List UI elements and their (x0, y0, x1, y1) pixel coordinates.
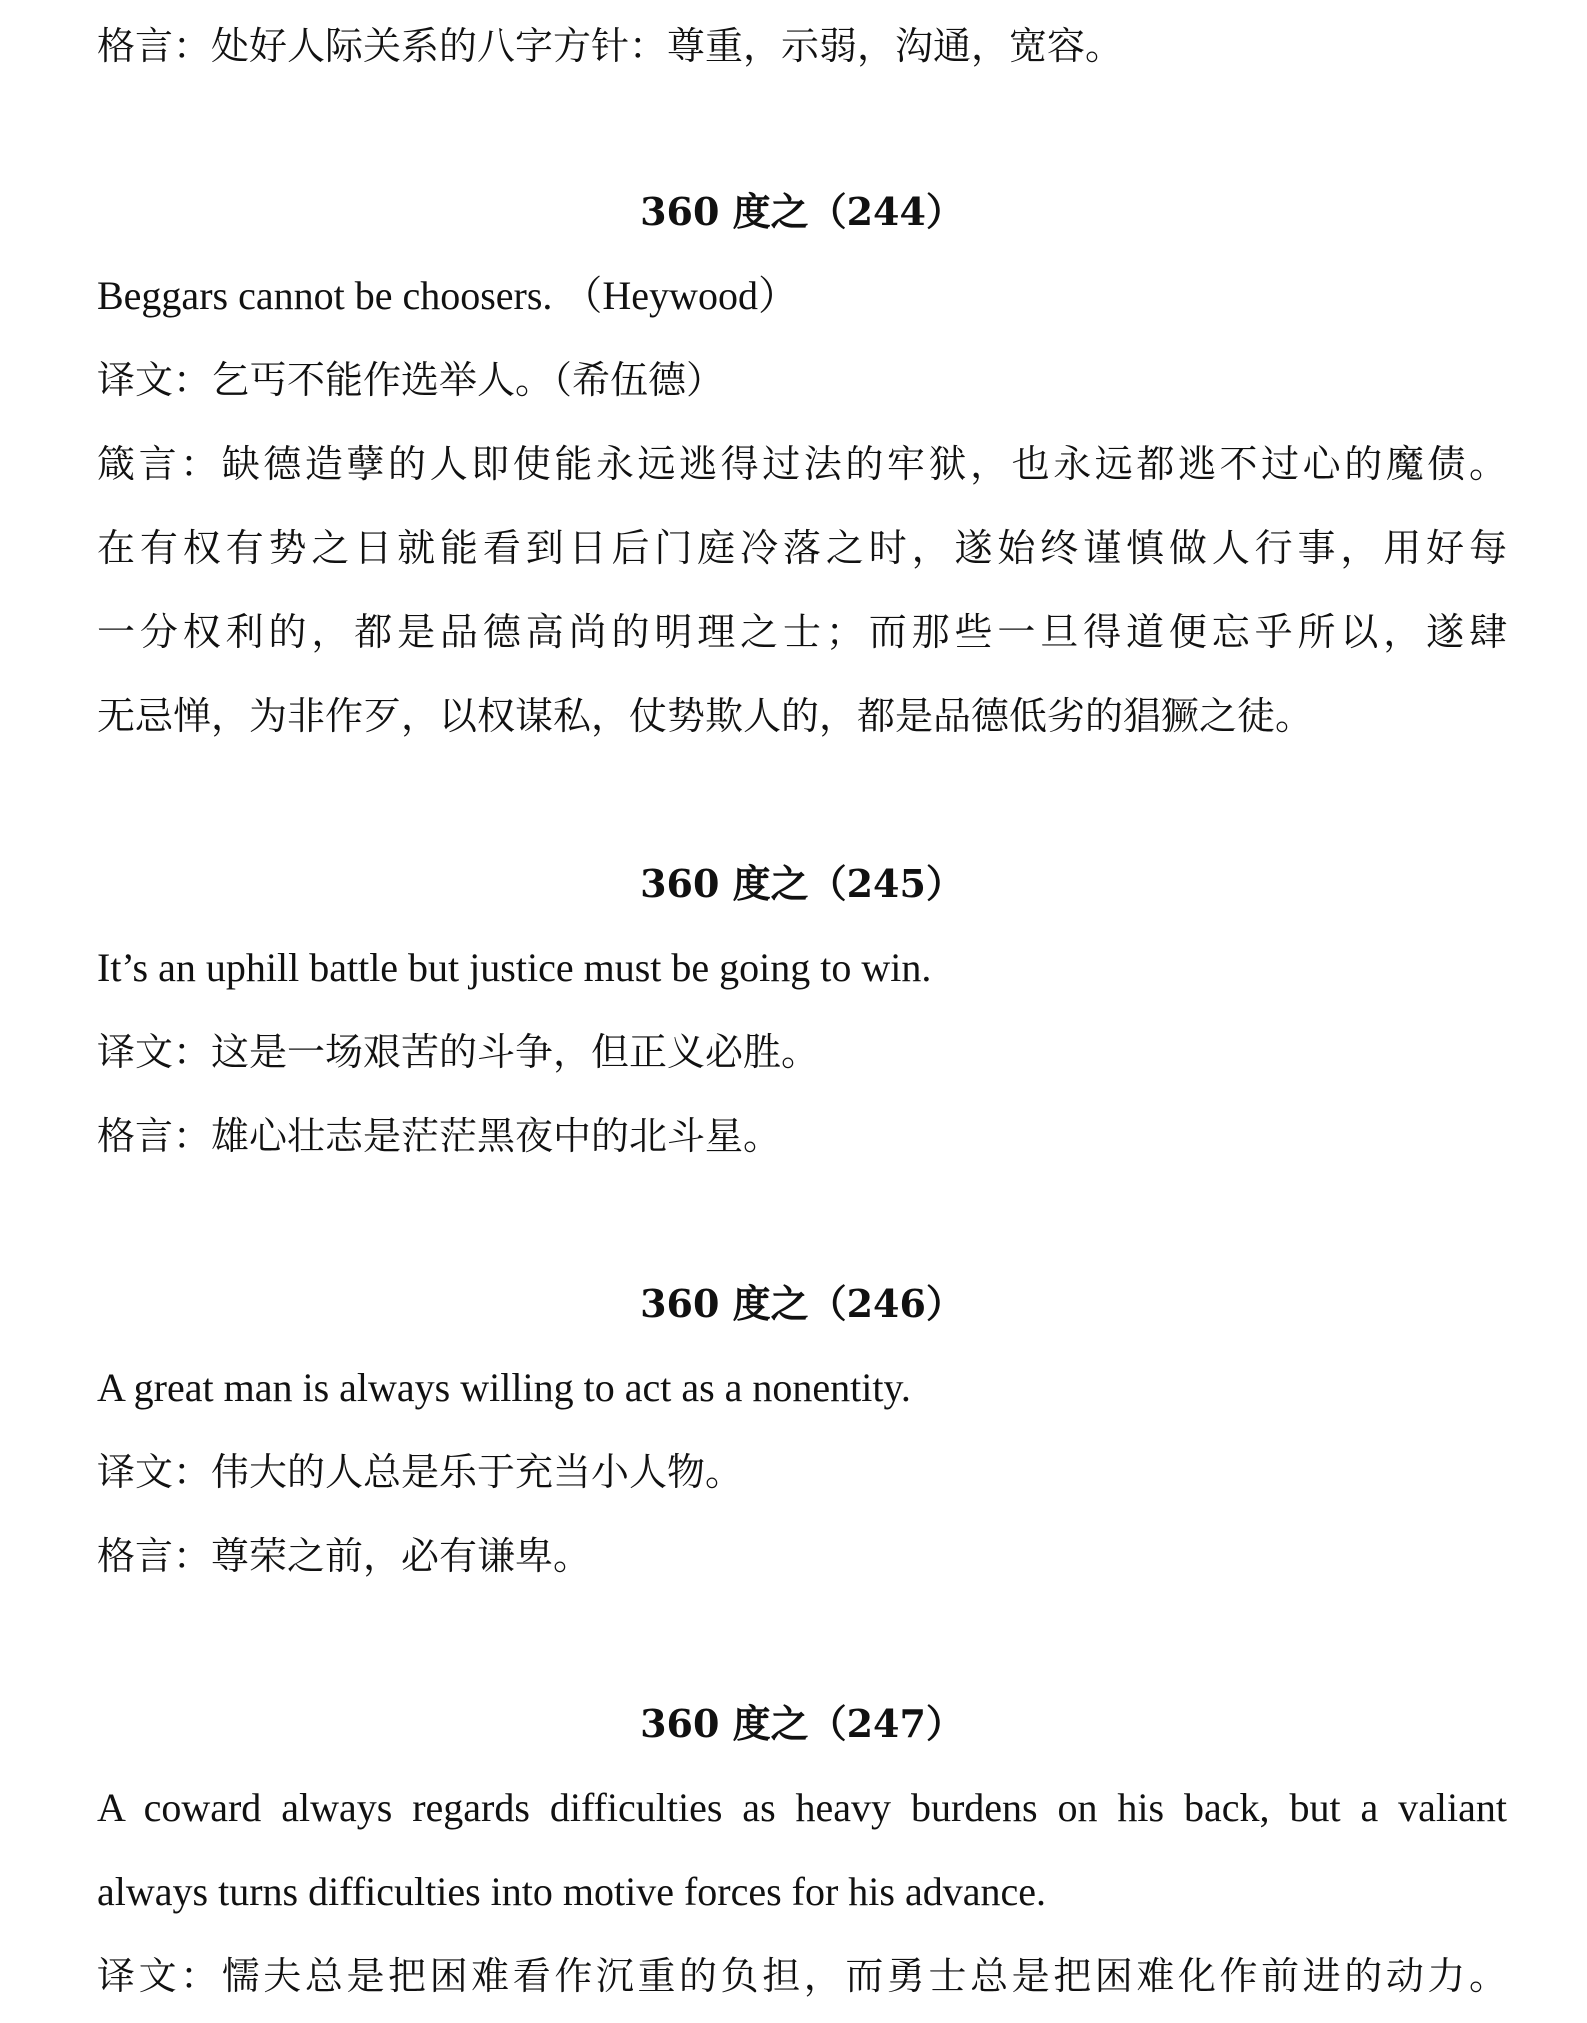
english-quote-244: Beggars cannot be choosers. （Heywood） (97, 273, 798, 318)
top-maxim-line: 格言：处好人际关系的八字方针：尊重，示弱，沟通，宽容。 (97, 24, 1124, 68)
translation-247: 译文：懦夫总是把困难看作沉重的负担，而勇士总是把困难化作前进的动力。 (97, 1954, 1507, 1998)
section-heading-244: 360 度之（244） (640, 189, 964, 234)
section-heading-246: 360 度之（246） (640, 1281, 964, 1326)
maxim-line-244-4: 无忌惮，为非作歹，以权谋私，仗势欺人的，都是品德低劣的猖獗之徒。 (97, 694, 1314, 738)
maxim-245: 格言：雄心壮志是茫茫黑夜中的北斗星。 (97, 1114, 782, 1158)
english-quote-247-line-1: A coward always regards difficulties as heavy burdens on his back, but a valiant (97, 1785, 1507, 1830)
english-quote-246: A great man is always willing to act as a nonentity. (97, 1365, 911, 1410)
english-quote-247-line-2: always turns difficulties into motive forces for his advance. (97, 1869, 1047, 1914)
section-heading-247: 360 度之（247） (640, 1701, 964, 1746)
maxim-line-244-3: 一分权利的，都是品德高尚的明理之士；而那些一旦得道便忘乎所以，遂肆 (97, 610, 1507, 654)
section-heading-245: 360 度之（245） (640, 861, 964, 906)
english-quote-245: It’s an uphill battle but justice must be going to win. (97, 945, 932, 990)
maxim-line-244-1: 箴言：缺德造孽的人即使能永远逃得过法的牢狱，也永远都逃不过心的魔债。 (97, 442, 1507, 486)
translation-245: 译文：这是一场艰苦的斗争，但正义必胜。 (97, 1030, 820, 1074)
translation-246: 译文：伟大的人总是乐于充当小人物。 (97, 1450, 744, 1494)
maxim-246: 格言：尊荣之前，必有谦卑。 (97, 1534, 592, 1578)
translation-244: 译文：乞丐不能作选举人。（希伍德） (97, 358, 725, 402)
maxim-line-244-2: 在有权有势之日就能看到日后门庭冷落之时，遂始终谨慎做人行事，用好每 (97, 526, 1507, 570)
